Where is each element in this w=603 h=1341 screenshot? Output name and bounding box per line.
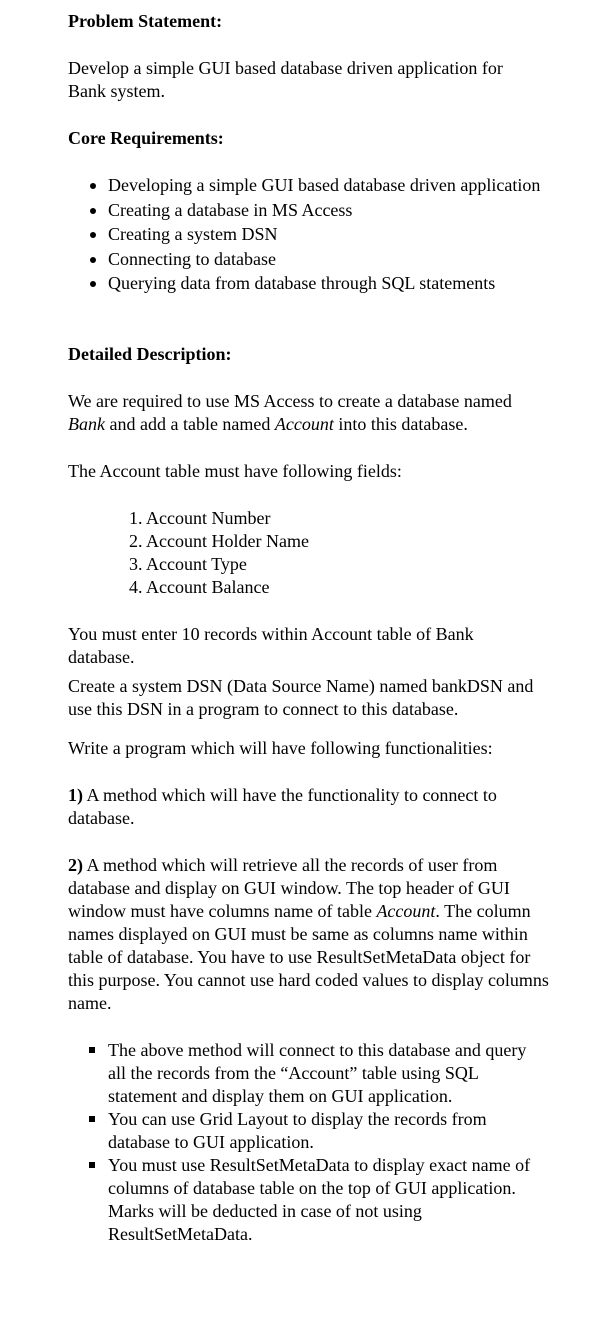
bullet-icon: [90, 208, 96, 214]
list-item: The above method will connect to this database and query all the records from the “Account” table using SQL statement and display them on GUI application.: [68, 1039, 548, 1108]
notes-list: [68, 1039, 548, 1246]
paragraph-fields-intro: The Account table must have following fields:: [68, 461, 402, 481]
list-item: You can use Grid Layout to display the records from database to GUI application.: [68, 1108, 548, 1154]
list-item: Creating a system DSN: [68, 223, 548, 246]
square-bullet-icon: [89, 1047, 95, 1053]
list-item: Developing a simple GUI based database driven application: [68, 174, 548, 197]
paragraph-dsn: Create a system DSN (Data Source Name) named bankDSN and use this DSN in a program to connect to this database.: [68, 676, 534, 719]
bullet-icon: [90, 281, 96, 287]
bullet-icon: [90, 257, 96, 263]
list-item: 3. Account Type: [129, 554, 247, 574]
square-bullet-icon: [89, 1162, 95, 1168]
functionality-1: 1) A method which will have the functionality to connect to database.: [68, 785, 497, 828]
list-item: You must use ResultSetMetaData to display exact name of columns of database table on the top of GUI application. Marks will be deducted in case of not using ResultSetMetaData.: [68, 1154, 548, 1246]
list-item: 4. Account Balance: [129, 577, 270, 597]
square-bullet-icon: [89, 1116, 95, 1122]
paragraph-functionalities: Write a program which will have following functionalities:: [68, 738, 493, 758]
problem-text: Develop a simple GUI based database driven application for Bank system.: [68, 58, 503, 101]
document: [68, 10, 568, 1246]
core-requirements-list: [68, 174, 548, 295]
detail-heading: Detailed Description:: [68, 344, 232, 364]
problem-heading: Problem Statement:: [68, 11, 223, 31]
list-item: Connecting to database: [68, 248, 548, 271]
bullet-icon: [90, 183, 96, 189]
paragraph-bank-db: We are required to use MS Access to create a database named Bank and add a table named Account into this database.: [68, 391, 512, 434]
list-item: 1. Account Number: [129, 508, 271, 528]
list-item: Querying data from database through SQL statements: [68, 272, 548, 295]
paragraph-records: You must enter 10 records within Account table of Bank database.: [68, 624, 474, 667]
core-heading: Core Requirements:: [68, 128, 224, 148]
fields-list: [68, 507, 568, 599]
bullet-icon: [90, 232, 96, 238]
functionality-2: 2) A method which will retrieve all the records of user from database and display on GUI window. The top header of GUI window must have columns name of table Account. The column names displayed on GUI must be same as columns name within table of database. You have to use ResultSetMetaData object for this purpose. You cannot use hard coded values to display columns name.: [68, 855, 549, 1013]
list-item: 2. Account Holder Name: [129, 531, 309, 551]
list-item: Creating a database in MS Access: [68, 199, 548, 222]
